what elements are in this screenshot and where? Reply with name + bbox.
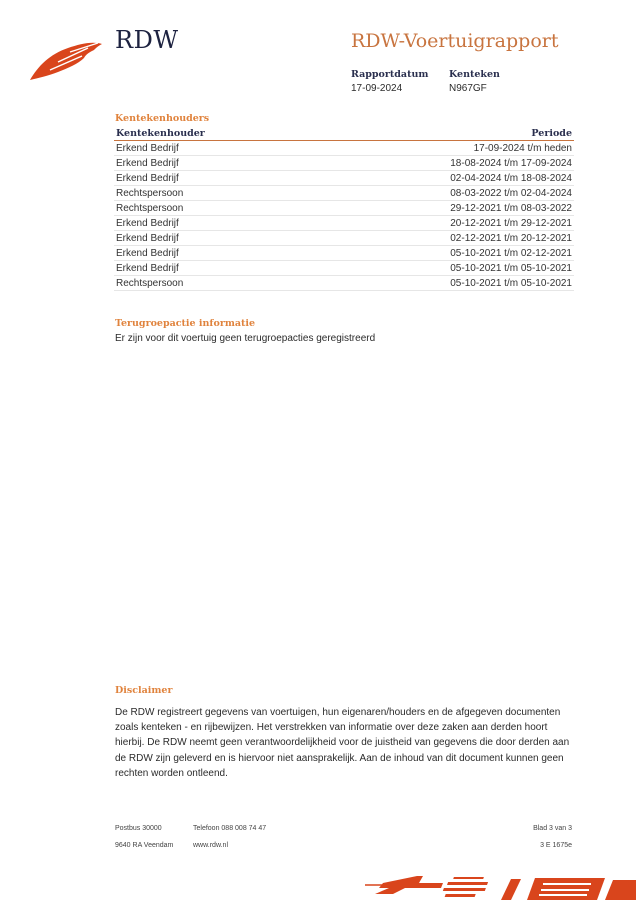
recall-text: Er zijn voor dit voertuig geen terugroepacties geregistreerd: [115, 333, 376, 344]
holders-table: [114, 126, 574, 291]
footer-address-line1: Postbus 30000: [115, 825, 162, 832]
period-cell: 05-10-2021 t/m 02-12-2021: [309, 246, 574, 261]
table-row: [114, 231, 574, 246]
column-header-holder: Kentekenhouder: [114, 126, 309, 141]
table-row: [114, 186, 574, 201]
period-cell: 17-09-2024 t/m heden: [309, 141, 574, 156]
period-cell: 29-12-2021 t/m 08-03-2022: [309, 201, 574, 216]
period-cell: 18-08-2024 t/m 17-09-2024: [309, 156, 574, 171]
holder-cell: Erkend Bedrijf: [114, 261, 309, 276]
disclaimer-section-title: Disclaimer: [115, 685, 173, 696]
table-header-row: [114, 126, 574, 141]
holder-cell: Rechtspersoon: [114, 201, 309, 216]
rdw-stripes-graphic-icon: [365, 874, 636, 900]
table-row: [114, 156, 574, 171]
period-cell: 05-10-2021 t/m 05-10-2021: [309, 276, 574, 291]
footer-website[interactable]: www.rdw.nl: [193, 842, 229, 849]
holder-cell: Erkend Bedrijf: [114, 156, 309, 171]
holder-cell: Erkend Bedrijf: [114, 171, 309, 186]
report-date-label: Rapportdatum: [351, 69, 429, 80]
table-row: [114, 171, 574, 186]
logo-text: RDW: [115, 26, 179, 54]
disclaimer-text: De RDW registreert gegevens van voertuigen, hun eigenaren/houders en de afgegeven documenten zoals kenteken - en rijbewijzen. Het verstrekken van informatie over deze zaken aan derden hoort hierbij. De RDW neemt geen verantwoordelijkheid voor de juistheid van gegevens die door derden aan de RDW zijn geleverd en is hiervoor niet aansprakelijk. Aan de inhoud van dit document kunnen geen rechten worden ontleend.: [115, 707, 570, 779]
table-row: [114, 276, 574, 291]
table-row: [114, 246, 574, 261]
footer-page-number: Blad 3 van 3: [533, 825, 572, 832]
period-cell: 05-10-2021 t/m 05-10-2021: [309, 261, 574, 276]
period-cell: 02-04-2024 t/m 18-08-2024: [309, 171, 574, 186]
footer-phone: Telefoon 088 008 74 47: [193, 825, 267, 832]
holder-cell: Rechtspersoon: [114, 186, 309, 201]
holders-section-title: Kentekenhouders: [115, 113, 210, 124]
holder-cell: Rechtspersoon: [114, 276, 309, 291]
plate-label: Kenteken: [449, 69, 500, 80]
table-row: [114, 201, 574, 216]
period-cell: 08-03-2022 t/m 02-04-2024: [309, 186, 574, 201]
holder-cell: Erkend Bedrijf: [114, 231, 309, 246]
plate-value: N967GF: [449, 83, 487, 94]
period-cell: 02-12-2021 t/m 20-12-2021: [309, 231, 574, 246]
footer-code: 3 E 1675e: [540, 842, 572, 849]
report-date-value: 17-09-2024: [351, 83, 403, 94]
holder-cell: Erkend Bedrijf: [114, 246, 309, 261]
table-row: [114, 216, 574, 231]
footer-address-line2: 9640 RA Veendam: [115, 842, 174, 849]
table-row: [114, 141, 574, 156]
report-title: RDW-Voertuigrapport: [351, 30, 559, 52]
recall-section-title: Terugroepactie informatie: [115, 318, 256, 329]
rdw-feather-logo-icon: [28, 38, 106, 82]
holder-cell: Erkend Bedrijf: [114, 141, 309, 156]
table-row: [114, 261, 574, 276]
period-cell: 20-12-2021 t/m 29-12-2021: [309, 216, 574, 231]
holder-cell: Erkend Bedrijf: [114, 216, 309, 231]
column-header-period: Periode: [309, 126, 574, 141]
